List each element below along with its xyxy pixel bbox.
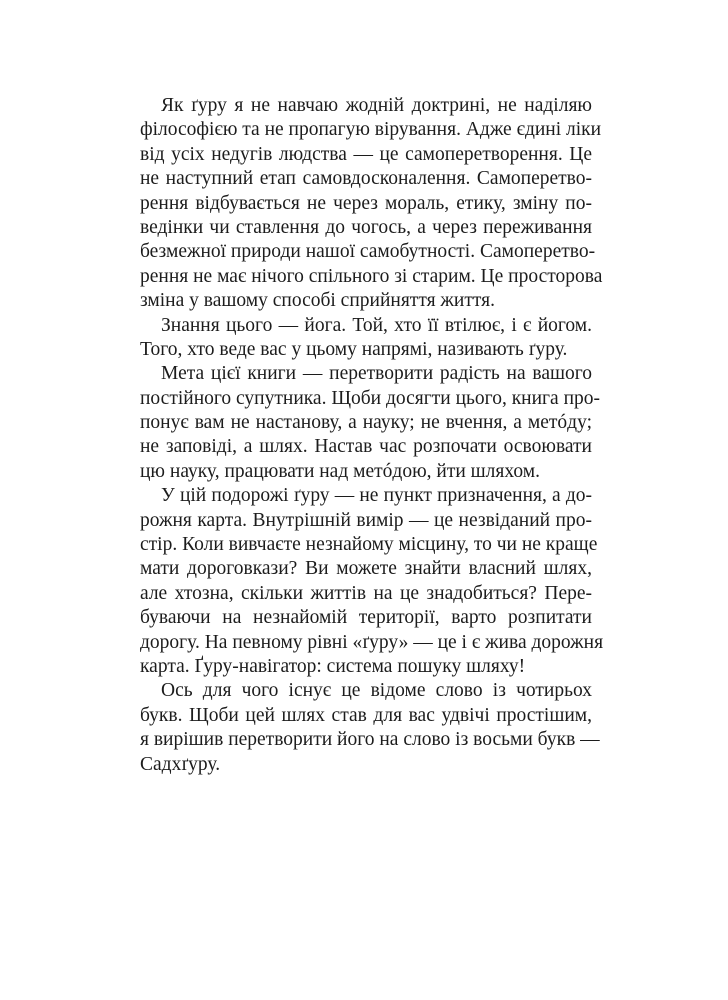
text-line: буваючи на незнайомій території, варто розпитати [140, 607, 592, 629]
text-line: не наступний етап самовдосконалення. Самоперетво- [140, 168, 592, 190]
body-text [140, 94, 604, 777]
text-line: понує вам не настанову, а науку; не вчення, а метóду; [140, 412, 592, 434]
text-line: я вирішив перетворити його на слово із восьми букв — [140, 729, 600, 751]
text-line: від усіх недугів людства — це самоперетворення. Це [140, 143, 592, 165]
text-line: Мета цієї книги — перетворити радість на вашого [161, 363, 592, 385]
text-line: мати дороговкази? Ви можете знайти власний шлях, [140, 558, 592, 580]
text-line: букв. Щоби цей шлях став для вас удвічі простішим, [140, 704, 592, 726]
text-line: Знання цього — йога. Той, хто її втілює, і є йогом. [161, 314, 592, 336]
text-line: але хтозна, скільки життів на це знадобиться? Пере- [140, 582, 592, 604]
text-line: цю науку, працювати над метóдою, йти шляхом. [140, 460, 540, 482]
text-line: безмежної природи нашої самобутності. Самоперетво- [140, 241, 596, 263]
text-line: рожня карта. Внутрішній вимір — це незвіданий про- [140, 509, 592, 531]
text-line: Ось для чого існує це відоме слово із чотирьох [161, 680, 592, 702]
paragraph [140, 94, 603, 314]
text-line: рення відбувається не через мораль, етику, зміну по- [140, 192, 592, 214]
paragraph [140, 314, 592, 363]
text-line: Як ґуру я не навчаю жодній доктрині, не наділяю [161, 95, 592, 116]
text-line: Садхґуру. [140, 753, 221, 775]
paragraph [140, 679, 600, 777]
text-line: філософією та не пропагую вірування. Адже єдині ліки [140, 119, 602, 141]
text-line: У цій подорожі ґуру — не пункт призначення, а до- [161, 485, 592, 507]
text-line: рення не має нічого спільного зі старим. Це просторова [140, 265, 603, 287]
text-line: не заповіді, а шлях. Настав час розпочати освоювати [140, 436, 592, 458]
text-line: постійного супутника. Щоби досягти цього, книга про- [140, 387, 600, 409]
paragraph [140, 362, 600, 484]
text-line: стір. Коли вивчаєте незнайому місцину, то чи не краще [140, 534, 598, 556]
text-line: карта. Ґуру-навігатор: система пошуку шляху! [140, 655, 526, 677]
text-line: ведінки чи ставлення до чогось, а через переживання [140, 216, 592, 238]
text-line: дорогу. На певному рівні «ґуру» — це і є жива дорожня [140, 631, 604, 653]
text-line: Того, хто веде вас у цьому напрямі, називають ґуру. [140, 338, 568, 360]
text-line: зміна у вашому способі сприйняття життя. [140, 290, 495, 312]
paragraph [140, 484, 604, 679]
